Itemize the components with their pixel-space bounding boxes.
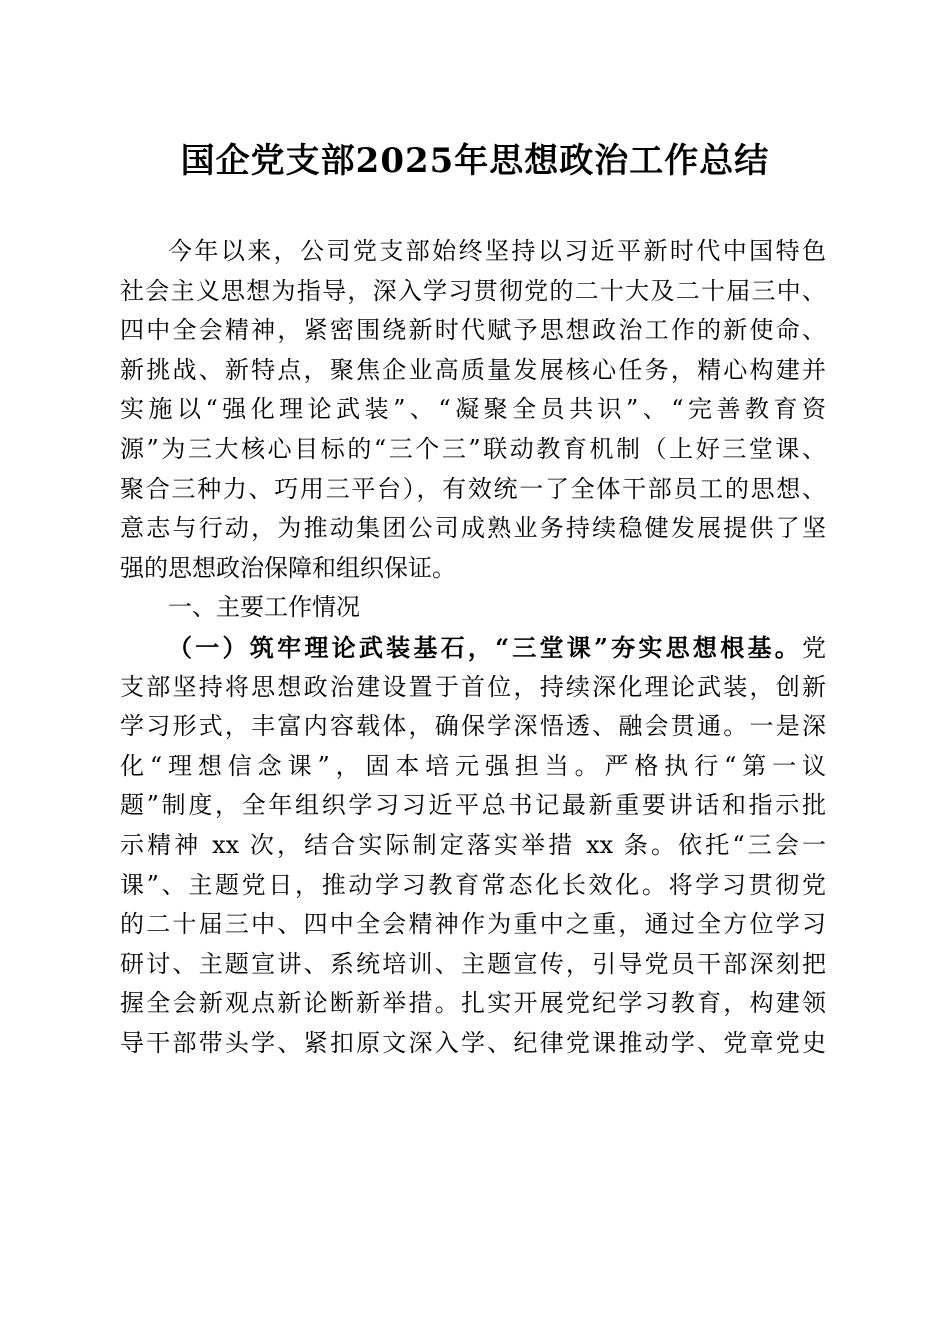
intro-line: 强的思想政治保障和组织保证。 bbox=[120, 553, 456, 582]
document-body bbox=[120, 232, 826, 1063]
paragraph-line: 题”制度，全年组织学习习近平总书记最新重要讲话和指示批 bbox=[120, 791, 826, 820]
paragraph-line: 化“理想信念课”，固本培元强担当。严格执行“第一议 bbox=[120, 751, 826, 780]
paragraph-line: 党 bbox=[802, 633, 826, 662]
paragraph-line: 导干部带头学、紧扣原文深入学、纪律党课推动学、党章党史 bbox=[120, 1028, 826, 1057]
paragraph-line: 学习形式，丰富内容载体，确保学深悟透、融会贯通。一是深 bbox=[120, 712, 826, 741]
paragraph-line: 支部坚持将思想政治建设置于首位，持续深化理论武装，创新 bbox=[120, 672, 826, 701]
subsection-first-line bbox=[120, 628, 826, 668]
intro-line: 今年以来，公司党支部始终坚持以习近平新时代中国特色 bbox=[168, 237, 826, 265]
section-heading: 一、主要工作情况 bbox=[168, 593, 360, 622]
paragraph-line: 研讨、主题宣讲、系统培训、主题宣传，引导党员干部深刻把 bbox=[120, 949, 826, 978]
paragraph-line: 握全会新观点新论断新举措。扎实开展党纪学习教育，构建领 bbox=[120, 989, 826, 1018]
intro-line: 源”为三大核心目标的“三个三”联动教育机制（上好三堂课、 bbox=[120, 434, 826, 463]
intro-line: 新挑战、新特点，聚焦企业高质量发展核心任务，精心构建并 bbox=[120, 355, 826, 384]
paragraph-line: 示精神 xx 次，结合实际制定落实举措 xx 条。依托“三会一 bbox=[120, 830, 826, 859]
subsection-heading: （一）筑牢理论武装基石，“三堂课”夯实思想根基。 bbox=[168, 632, 802, 662]
intro-line: 实施以“强化理论武装”、“凝聚全员共识”、“完善教育资 bbox=[120, 395, 826, 424]
document-title: 国企党支部2025年思想政治工作总结 bbox=[180, 141, 770, 181]
intro-line: 社会主义思想为指导，深入学习贯彻党的二十大及二十届三中、 bbox=[120, 276, 826, 305]
intro-line: 聚合三种力、巧用三平台），有效统一了全体干部员工的思想、 bbox=[120, 474, 826, 503]
intro-line: 意志与行动，为推动集团公司成熟业务持续稳健发展提供了坚 bbox=[120, 514, 826, 543]
intro-line: 四中全会精神，紧密围绕新时代赋予思想政治工作的新使命、 bbox=[120, 316, 826, 345]
paragraph-line: 课”、主题党日，推动学习教育常态化长效化。将学习贯彻党 bbox=[120, 870, 826, 899]
paragraph-line: 的二十届三中、四中全会精神作为重中之重，通过全方位学习 bbox=[120, 910, 826, 939]
